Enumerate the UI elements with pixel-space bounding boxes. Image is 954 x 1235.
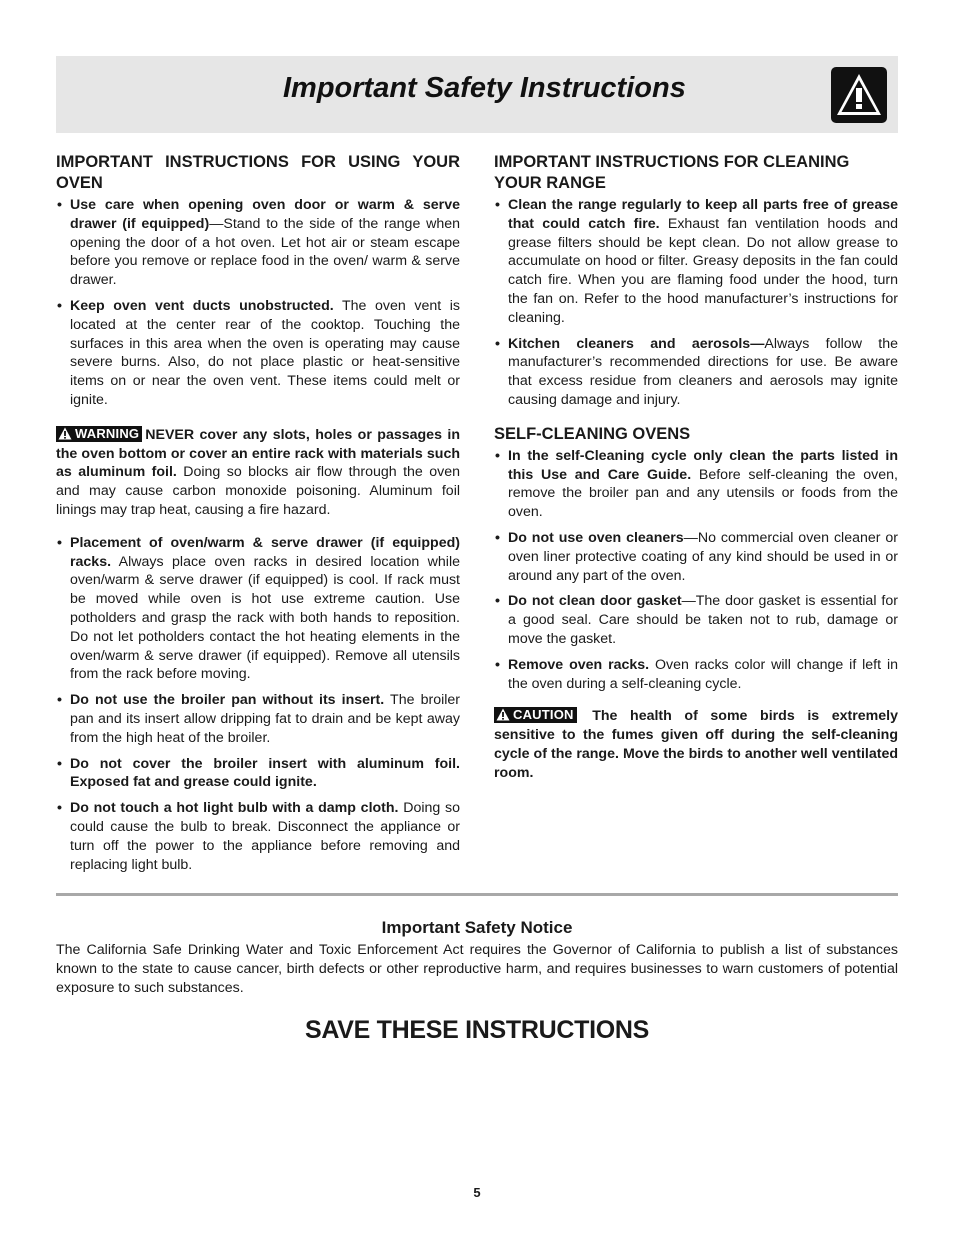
list-item — [494, 529, 898, 585]
cleaning-range-list — [494, 196, 898, 410]
list-item — [56, 534, 460, 684]
section-heading-self-cleaning: SELF-CLEANING OVENS — [494, 424, 691, 443]
warning-badge: WARNING — [56, 426, 142, 442]
list-item-bold: Do not clean door gasket — [508, 593, 682, 610]
list-item — [494, 447, 898, 522]
list-item-text: The oven vent is located at the center rear of the cooktop. Touching the surfaces in this area when the oven is operating may cause severe burns. Also, do not place plastic or heat-sensitive items on or near the oven vent. These items could melt or ignite. — [70, 297, 460, 408]
list-item-text: The broiler pan and its insert allow dripping fat to drain and be kept away from the high heat of the broiler. — [70, 692, 460, 746]
notice-body: The California Safe Drinking Water and Toxic Enforcement Act requires the Governor of California to publish a list of substances known to the state to cause cancer, birth defects or other reproductive harm, and requires businesses to warn customers of potential exposure to such substances. — [56, 942, 898, 996]
caution-callout — [494, 707, 898, 782]
list-item-text: Before self-cleaning the oven, remove the broiler pan and any utensils or foods from the oven. — [508, 466, 898, 521]
list-item-bold: Do not use the broiler pan without its insert. — [70, 692, 385, 709]
list-item-bold: Do not cover the broiler insert with aluminum foil. Exposed fat and grease could ignite. — [70, 755, 460, 791]
caution-bold-text: The health of some birds is extremely sensitive to the fumes given off during the self-cleaning cycle of the range. Move the birds to another well ventilated room. — [494, 708, 898, 781]
list-item — [56, 755, 460, 793]
list-item-text: —The door gasket is essential for a good seal. Care should be taken not to rub, damage or move the gasket. — [508, 593, 898, 647]
caution-badge: CAUTION — [494, 707, 577, 723]
section-heading-using-oven: IMPORTANT INSTRUCTIONS FOR USING YOUR OVEN — [56, 153, 460, 192]
warning-triangle-icon — [58, 427, 72, 440]
list-item-text: Doing so could cause the bulb to break. Disconnect the appliance or turn off the power to the appliance before removing and replacing light bulb. — [70, 800, 461, 873]
list-item-bold: Do not touch a hot light bulb with a damp cloth. — [70, 800, 399, 817]
list-item-bold: Kitchen cleaners and aerosols— — [508, 335, 765, 352]
warning-triangle-icon — [496, 708, 510, 721]
list-item-text: Always place oven racks in desired location while oven/warm & serve drawer (if equipped) is cool. If rack must be moved while oven is hot use extreme caution. Use potholders and grasp the rack with both hands to reposition. Do not let potholders contact the hot heating elements in the oven/warm & serve drawer (if equipped). Remove all utensils from the rack before moving. — [70, 553, 460, 683]
list-item — [494, 196, 898, 328]
list-item — [56, 691, 460, 747]
right-column — [494, 152, 898, 792]
warning-bold-text: NEVER cover any slots, holes or passages in the oven bottom or cover an entire rack with materials such as aluminum foil. — [56, 426, 460, 481]
page-title: Important Safety Instructions — [283, 72, 686, 104]
list-item — [494, 592, 898, 648]
list-item-text: Always follow the manufacturer’s recommended directions for use. Be aware that excess residue from cleaners and aerosols may ignite causing damage and injury. — [508, 335, 898, 408]
list-item-bold: Placement of oven/warm & serve drawer (if equipped) racks. — [70, 534, 460, 570]
list-item-bold: Use care when opening oven door or warm & serve drawer (if equipped) — [70, 197, 460, 232]
header-banner — [56, 56, 898, 133]
list-item-bold: In the self-Cleaning cycle only clean the parts listed in this Use and Care Guide. — [508, 447, 898, 483]
list-item — [56, 297, 460, 410]
list-item-bold: Do not use oven cleaners — [508, 529, 684, 546]
list-item-bold: Remove oven racks. — [508, 656, 650, 673]
list-item-text: Oven racks color will change if left in the oven during a self-cleaning cycle. — [508, 656, 898, 692]
list-item — [494, 335, 898, 410]
save-instructions-heading: SAVE THESE INSTRUCTIONS — [304, 1016, 650, 1044]
list-item — [56, 196, 460, 290]
list-item — [494, 656, 898, 694]
self-cleaning-list — [494, 447, 898, 694]
section-divider — [56, 893, 898, 896]
list-item-bold: Keep oven vent ducts unobstructed. — [70, 297, 334, 314]
section-heading-cleaning-range: IMPORTANT INSTRUCTIONS FOR CLEANING YOUR RANGE — [494, 153, 850, 192]
list-item-bold: Clean the range regularly to keep all parts free of grease that could catch fire. — [508, 197, 898, 232]
warning-text: Doing so blocks air flow through the oven and may cause carbon monoxide poisoning. Aluminum foil linings may trap heat, causing a fire hazard. — [56, 464, 460, 518]
notice-title: Important Safety Notice — [381, 918, 573, 937]
warning-triangle-icon — [831, 67, 887, 123]
list-item — [56, 799, 460, 874]
using-oven-list — [56, 196, 460, 410]
list-item-text: Exhaust fan ventilation hoods and grease filters should be kept clean. Do not allow grease to accumulate on hood or filter. Greasy deposits in the fan could catch fire. When you are flaming food under the hood, turn the fan on. Refer to the hood manufacturer’s instructions for cleaning. — [508, 215, 898, 326]
list-item-text: —Stand to the side of the range when opening the door of a hot oven. Let hot air or steam escape before you remove or replace food in the oven/ warm & serve drawer. — [70, 215, 460, 289]
oven-racks-list — [56, 534, 460, 875]
left-column — [56, 152, 460, 881]
page-number: 5 — [473, 1185, 481, 1200]
list-item-text: —No commercial oven cleaner or oven liner protective coating of any kind should be used in or around any part of the oven. — [508, 529, 898, 584]
warning-callout — [56, 426, 460, 520]
